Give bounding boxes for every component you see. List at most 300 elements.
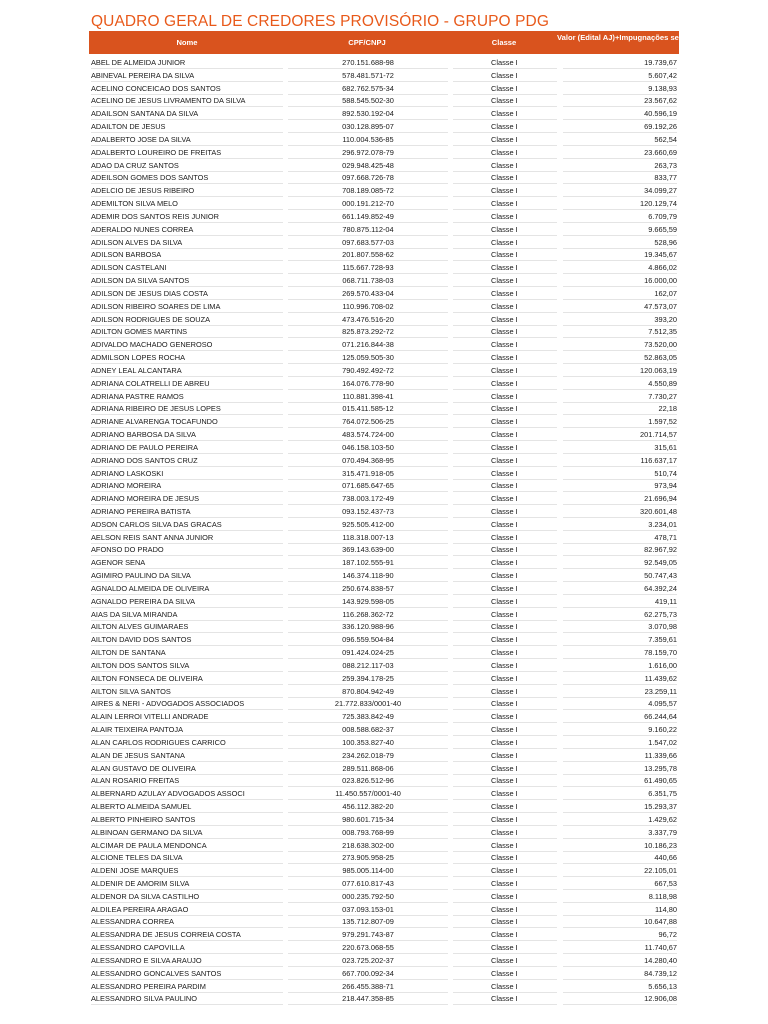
creditor-cpf: 110.881.398-41 [288,392,448,403]
creditor-class: Classe I [453,751,557,762]
creditor-class: Classe I [453,404,557,415]
table-row [89,583,679,596]
creditor-name: ADRIANO MOREIRA [91,481,283,492]
creditor-value: 9.138,93 [563,84,677,95]
creditor-class: Classe I [453,635,557,646]
creditor-value: 47.573,07 [563,302,677,313]
creditor-class: Classe I [453,558,557,569]
creditor-name: AGNALDO ALMEIDA DE OLIVEIRA [91,584,283,595]
creditor-class: Classe I [453,366,557,377]
table-row [89,596,679,609]
creditor-name: ADILSON RIBEIRO SOARES DE LIMA [91,302,283,313]
table-row [89,198,679,211]
creditor-cpf: 201.807.558-62 [288,250,448,261]
table-row [89,339,679,352]
table-row [89,878,679,891]
creditor-cpf: 070.494.368-95 [288,456,448,467]
creditor-name: ADERALDO NUNES CORREA [91,225,283,236]
creditor-class: Classe I [453,533,557,544]
creditor-class: Classe I [453,379,557,390]
creditor-value: 73.520,00 [563,340,677,351]
creditor-class: Classe I [453,148,557,159]
table-row [89,391,679,404]
creditor-class: Classe I [453,764,557,775]
creditor-cpf: 071.216.844-38 [288,340,448,351]
creditor-name: ALDENOR DA SILVA CASTILHO [91,892,283,903]
creditor-name: AGNALDO PEREIRA DA SILVA [91,597,283,608]
creditor-value: 3.337,79 [563,828,677,839]
creditor-name: ADILSON BARBOSA [91,250,283,261]
creditor-class: Classe I [453,392,557,403]
table-row [89,262,679,275]
creditor-value: 23.660,69 [563,148,677,159]
creditor-cpf: 029.948.425-48 [288,161,448,172]
table-row [89,968,679,981]
column-header-name: Nome [176,38,198,47]
creditor-cpf: 259.394.178-25 [288,674,448,685]
creditor-name: AIAS DA SILVA MIRANDA [91,610,283,621]
creditor-class: Classe I [453,353,557,364]
creditor-class: Classe I [453,289,557,300]
creditor-cpf: 738.003.172-49 [288,494,448,505]
table-row [89,621,679,634]
creditor-value: 973,94 [563,481,677,492]
creditor-cpf: 483.574.724-00 [288,430,448,441]
table-row [89,275,679,288]
creditor-cpf: 125.059.505-30 [288,353,448,364]
creditor-class: Classe I [453,610,557,621]
creditor-name: ADILSON DE JESUS DIAS COSTA [91,289,283,300]
creditor-value: 4.550,89 [563,379,677,390]
creditor-class: Classe I [453,892,557,903]
creditor-cpf: 100.353.827-40 [288,738,448,749]
creditor-class: Classe I [453,674,557,685]
creditor-name: ALAIN LERROI VITELLI ANDRADE [91,712,283,723]
table-row [89,647,679,660]
creditor-class: Classe I [453,545,557,556]
creditor-name: ALCIMAR DE PAULA MENDONCA [91,841,283,852]
table-row [89,634,679,647]
creditor-class: Classe I [453,917,557,928]
creditor-name: ALESSANDRA CORREA [91,917,283,928]
table-row [89,493,679,506]
table-row [89,570,679,583]
creditor-value: 3.070,98 [563,622,677,633]
creditor-cpf: 187.102.555-91 [288,558,448,569]
creditor-cpf: 093.152.437-73 [288,507,448,518]
creditor-value: 50.747,43 [563,571,677,582]
creditor-value: 1.597,52 [563,417,677,428]
creditor-value: 263,73 [563,161,677,172]
creditor-cpf: 008.588.682-37 [288,725,448,736]
table-row [89,57,679,70]
creditor-cpf: 979.291.743-87 [288,930,448,941]
creditor-value: 1.429,62 [563,815,677,826]
creditor-cpf: 682.762.575-34 [288,84,448,95]
creditor-name: ALCIONE TELES DA SILVA [91,853,283,864]
creditor-class: Classe I [453,930,557,941]
creditor-class: Classe I [453,238,557,249]
table-row [89,416,679,429]
creditor-class: Classe I [453,982,557,993]
table-row [89,70,679,83]
creditor-class: Classe I [453,340,557,351]
creditor-cpf: 023.826.512-96 [288,776,448,787]
table-row [89,929,679,942]
page-title: QUADRO GERAL DE CREDORES PROVISÓRIO - GRUPO PDG [91,13,549,30]
creditor-value: 13.295,78 [563,764,677,775]
creditor-cpf: 218.447.358-85 [288,994,448,1005]
creditor-class: Classe I [453,699,557,710]
creditor-value: 23.259,11 [563,687,677,698]
creditor-class: Classe I [453,661,557,672]
creditor-value: 4.866,02 [563,263,677,274]
creditor-class: Classe I [453,109,557,120]
creditor-name: ADRIANA RIBEIRO DE JESUS LOPES [91,404,283,415]
creditor-class: Classe I [453,315,557,326]
creditor-cpf: 088.212.117-03 [288,661,448,672]
table-row [89,95,679,108]
creditor-value: 92.549,05 [563,558,677,569]
creditor-value: 9.665,59 [563,225,677,236]
table-row [89,686,679,699]
creditor-name: ADRIANA PASTRE RAMOS [91,392,283,403]
creditor-class: Classe I [453,186,557,197]
table-row [89,660,679,673]
creditor-cpf: 667.700.092-34 [288,969,448,980]
creditor-class: Classe I [453,96,557,107]
creditor-value: 23.567,62 [563,96,677,107]
creditor-value: 66.244,64 [563,712,677,723]
creditor-name: ALBINOAN GERMANO DA SILVA [91,828,283,839]
creditor-name: AILTON SILVA SANTOS [91,687,283,698]
creditor-name: ALESSANDRO CAPOVILLA [91,943,283,954]
table-row [89,172,679,185]
creditor-name: ALESSANDRO PEREIRA PARDIM [91,982,283,993]
creditor-class: Classe I [453,622,557,633]
creditor-value: 6.709,79 [563,212,677,223]
creditor-value: 10.186,23 [563,841,677,852]
creditor-name: ADMILSON LOPES ROCHA [91,353,283,364]
creditor-value: 52.863,05 [563,353,677,364]
creditor-cpf: 266.455.388-71 [288,982,448,993]
table-row [89,788,679,801]
table-row [89,442,679,455]
creditor-value: 5.607,42 [563,71,677,82]
table-row [89,737,679,750]
creditor-value: 62.275,73 [563,610,677,621]
creditor-name: ALAN CARLOS RODRIGUES CARRICO [91,738,283,749]
creditor-cpf: 164.076.778-90 [288,379,448,390]
creditor-class: Classe I [453,302,557,313]
creditor-value: 11.339,66 [563,751,677,762]
creditor-name: ADEMIR DOS SANTOS REIS JUNIOR [91,212,283,223]
creditor-name: AIRES & NERI - ADVOGADOS ASSOCIADOS [91,699,283,710]
creditors-table-body [89,57,679,1006]
table-row [89,544,679,557]
creditor-class: Classe I [453,507,557,518]
creditor-cpf: 143.929.598-05 [288,597,448,608]
creditor-name: ADALBERTO LOUREIRO DE FREITAS [91,148,283,159]
creditor-cpf: 725.383.842-49 [288,712,448,723]
creditor-value: 7.512,35 [563,327,677,338]
creditor-name: ADAILSON SANTANA DA SILVA [91,109,283,120]
creditor-class: Classe I [453,443,557,454]
creditor-name: ADELCIO DE JESUS RIBEIRO [91,186,283,197]
creditor-name: ADAILTON DE JESUS [91,122,283,133]
creditor-cpf: 21.772.833/0001-40 [288,699,448,710]
creditor-cpf: 096.559.504-84 [288,635,448,646]
creditor-class: Classe I [453,122,557,133]
table-row [89,673,679,686]
table-row [89,108,679,121]
table-row [89,827,679,840]
creditor-name: ADEMILTON SILVA MELO [91,199,283,210]
creditor-name: ADILTON GOMES MARTINS [91,327,283,338]
creditor-class: Classe I [453,969,557,980]
creditor-cpf: 273.905.958-25 [288,853,448,864]
creditor-class: Classe I [453,712,557,723]
creditor-value: 562,54 [563,135,677,146]
creditor-cpf: 315.471.918-05 [288,469,448,480]
creditor-value: 21.696,94 [563,494,677,505]
creditor-value: 78.159,70 [563,648,677,659]
creditor-name: ALDILEA PEREIRA ARAGAO [91,905,283,916]
creditor-name: AILTON DOS SANTOS SILVA [91,661,283,672]
column-header-class: Classe [491,38,517,47]
creditor-name: ADRIANO BARBOSA DA SILVA [91,430,283,441]
creditor-name: AELSON REIS SANT ANNA JUNIOR [91,533,283,544]
creditor-cpf: 135.712.807-09 [288,917,448,928]
creditor-cpf: 110.004.536-85 [288,135,448,146]
creditor-class: Classe I [453,173,557,184]
table-header [89,31,736,54]
creditor-name: AILTON DE SANTANA [91,648,283,659]
creditor-class: Classe I [453,905,557,916]
creditor-class: Classe I [453,866,557,877]
creditor-value: 1.616,00 [563,661,677,672]
creditor-cpf: 008.793.768-99 [288,828,448,839]
creditor-value: 7.359,61 [563,635,677,646]
creditor-name: ADALBERTO JOSE DA SILVA [91,135,283,146]
creditor-name: ALESSANDRO GONCALVES SANTOS [91,969,283,980]
table-row [89,147,679,160]
creditor-cpf: 218.638.302-00 [288,841,448,852]
creditor-cpf: 091.424.024-25 [288,648,448,659]
creditor-value: 440,66 [563,853,677,864]
creditor-cpf: 110.996.708-02 [288,302,448,313]
creditor-class: Classe I [453,994,557,1005]
creditor-value: 14.280,40 [563,956,677,967]
creditor-value: 64.392,24 [563,584,677,595]
creditor-cpf: 146.374.118-90 [288,571,448,582]
creditor-cpf: 790.492.492-72 [288,366,448,377]
creditor-name: ADNEY LEAL ALCANTARA [91,366,283,377]
creditor-value: 34.099,27 [563,186,677,197]
creditor-value: 10.647,88 [563,917,677,928]
creditor-value: 393,20 [563,315,677,326]
creditor-cpf: 068.711.738-03 [288,276,448,287]
table-row [89,557,679,570]
table-row [89,955,679,968]
table-row [89,429,679,442]
table-row [89,698,679,711]
creditor-cpf: 892.530.192-04 [288,109,448,120]
creditor-cpf: 588.545.502-30 [288,96,448,107]
creditor-name: ADRIANO PEREIRA BATISTA [91,507,283,518]
creditor-cpf: 046.158.103-50 [288,443,448,454]
creditor-name: ALDENIR DE AMORIM SILVA [91,879,283,890]
creditor-class: Classe I [453,789,557,800]
creditor-cpf: 116.268.362-72 [288,610,448,621]
creditor-class: Classe I [453,943,557,954]
creditor-class: Classe I [453,469,557,480]
creditor-class: Classe I [453,571,557,582]
creditor-value: 1.547,02 [563,738,677,749]
table-row [89,724,679,737]
creditor-value: 19.739,67 [563,58,677,69]
creditor-class: Classe I [453,161,557,172]
creditor-class: Classe I [453,738,557,749]
creditor-value: 96,72 [563,930,677,941]
table-row [89,711,679,724]
creditor-name: ALAN DE JESUS SANTANA [91,751,283,762]
creditor-cpf: 578.481.571-72 [288,71,448,82]
creditor-name: AILTON ALVES GUIMARAES [91,622,283,633]
creditor-class: Classe I [453,84,557,95]
creditor-name: ADRIANE ALVARENGA TOCAFUNDO [91,417,283,428]
creditor-cpf: 269.570.433-04 [288,289,448,300]
table-row [89,916,679,929]
creditor-cpf: 764.072.506-25 [288,417,448,428]
creditor-cpf: 661.149.852-49 [288,212,448,223]
creditor-cpf: 097.683.577-03 [288,238,448,249]
column-header-value: Valor (Edital AJ)+Impugnações sentenciadas (R$) [557,33,736,42]
creditor-value: 833,77 [563,173,677,184]
creditor-class: Classe I [453,597,557,608]
creditor-value: 528,96 [563,238,677,249]
creditor-class: Classe I [453,430,557,441]
table-row [89,314,679,327]
creditor-class: Classe I [453,71,557,82]
creditor-value: 116.637,17 [563,456,677,467]
creditor-cpf: 870.804.942-49 [288,687,448,698]
creditor-class: Classe I [453,481,557,492]
creditor-name: ADILSON RODRIGUES DE SOUZA [91,315,283,326]
creditor-name: AILTON FONSECA DE OLIVEIRA [91,674,283,685]
creditor-class: Classe I [453,687,557,698]
table-row [89,83,679,96]
creditor-name: ADILSON ALVES DA SILVA [91,238,283,249]
creditor-class: Classe I [453,725,557,736]
creditor-name: ALAN GUSTAVO DE OLIVEIRA [91,764,283,775]
table-row [89,506,679,519]
creditor-value: 5.656,13 [563,982,677,993]
creditor-class: Classe I [453,841,557,852]
table-row [89,750,679,763]
creditor-value: 9.160,22 [563,725,677,736]
creditor-value: 320.601,48 [563,507,677,518]
creditor-name: ADEILSON GOMES DOS SANTOS [91,173,283,184]
creditor-value: 12.906,08 [563,994,677,1005]
creditor-name: ALBERTO PINHEIRO SANTOS [91,815,283,826]
table-row [89,134,679,147]
creditor-cpf: 030.128.895-07 [288,122,448,133]
creditor-value: 419,11 [563,597,677,608]
creditor-name: ADILSON CASTELANI [91,263,283,274]
table-row [89,775,679,788]
creditor-value: 8.118,98 [563,892,677,903]
table-row [89,993,679,1006]
creditor-cpf: 456.112.382-20 [288,802,448,813]
creditor-cpf: 369.143.639-00 [288,545,448,556]
creditor-value: 61.490,65 [563,776,677,787]
creditor-class: Classe I [453,828,557,839]
creditor-class: Classe I [453,648,557,659]
table-row [89,224,679,237]
creditor-cpf: 000.191.212-70 [288,199,448,210]
creditor-cpf: 473.476.516-20 [288,315,448,326]
creditor-value: 19.345,67 [563,250,677,261]
creditor-class: Classe I [453,58,557,69]
creditor-cpf: 289.511.868-06 [288,764,448,775]
creditor-cpf: 980.601.715-34 [288,815,448,826]
creditor-cpf: 023.725.202-37 [288,956,448,967]
creditor-name: ADIVALDO MACHADO GENEROSO [91,340,283,351]
creditor-cpf: 925.505.412-00 [288,520,448,531]
creditor-name: ADRIANO DE PAULO PEREIRA [91,443,283,454]
table-row [89,365,679,378]
creditor-class: Classe I [453,879,557,890]
creditor-class: Classe I [453,199,557,210]
creditor-class: Classe I [453,815,557,826]
creditor-cpf: 015.411.585-12 [288,404,448,415]
table-row [89,403,679,416]
table-row [89,801,679,814]
creditor-class: Classe I [453,494,557,505]
creditor-value: 15.293,37 [563,802,677,813]
creditor-name: AGENOR SENA [91,558,283,569]
table-row [89,211,679,224]
table-row [89,865,679,878]
creditor-cpf: 270.151.688-98 [288,58,448,69]
table-row [89,519,679,532]
table-row [89,249,679,262]
creditor-value: 11.740,67 [563,943,677,954]
creditor-value: 315,61 [563,443,677,454]
creditor-class: Classe I [453,802,557,813]
creditor-value: 6.351,75 [563,789,677,800]
creditor-name: ABINEVAL PEREIRA DA SILVA [91,71,283,82]
creditor-value: 84.739,12 [563,969,677,980]
table-row [89,942,679,955]
creditor-cpf: 780.875.112-04 [288,225,448,236]
creditor-class: Classe I [453,327,557,338]
creditor-name: ALAIR TEIXEIRA PANTOJA [91,725,283,736]
creditor-value: 16.000,00 [563,276,677,287]
creditor-cpf: 118.318.007-13 [288,533,448,544]
creditor-cpf: 708.189.085-72 [288,186,448,197]
column-header-cpf: CPF/CNPJ [348,38,386,47]
creditor-cpf: 000.235.792-50 [288,892,448,903]
creditor-class: Classe I [453,520,557,531]
creditor-value: 22,18 [563,404,677,415]
creditor-cpf: 296.972.078-79 [288,148,448,159]
table-row [89,160,679,173]
creditor-name: ABEL DE ALMEIDA JUNIOR [91,58,283,69]
creditor-name: ADRIANO MOREIRA DE JESUS [91,494,283,505]
creditor-value: 7.730,27 [563,392,677,403]
